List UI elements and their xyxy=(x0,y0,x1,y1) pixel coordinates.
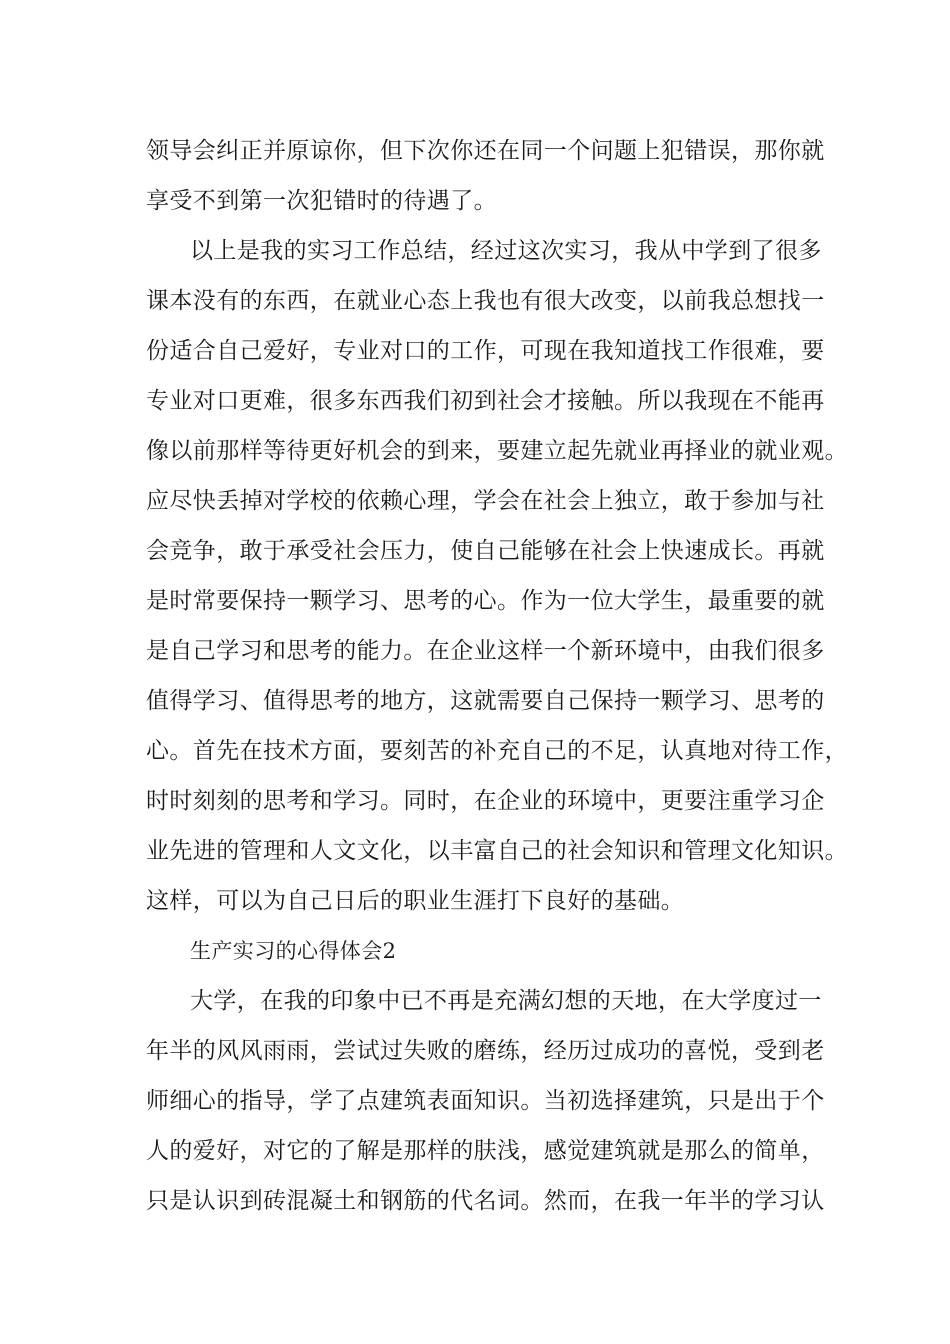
text-line: 人的爱好，对它的了解是那样的肤浅，感觉建筑就是那么的简单， xyxy=(146,1138,825,1164)
text-line: 年半的风风雨雨，尝试过失败的磨练，经历过成功的喜悦，受到老 xyxy=(146,1038,825,1064)
text-line: 是自己学习和思考的能力。在企业这样一个新环境中，由我们很多 xyxy=(146,638,825,664)
text-line: 时时刻刻的思考和学习。同时，在企业的环境中，更要注重学习企 xyxy=(146,788,825,814)
text-line: 专业对口更难，很多东西我们初到社会才接触。所以我现在不能再 xyxy=(146,388,825,414)
text-line: 领导会纠正并原谅你，但下次你还在同一个问题上犯错误，那你就 xyxy=(146,138,825,164)
section-heading: 生产实习的心得体会2 xyxy=(190,939,397,963)
text-line: 值得学习、值得思考的地方，这就需要自己保持一颗学习、思考的 xyxy=(146,688,825,714)
text-line: 课本没有的东西，在就业心态上我也有很大改变，以前我总想找一 xyxy=(146,288,825,314)
text-line: 师细心的指导，学了点建筑表面知识。当初选择建筑，只是出于个 xyxy=(146,1088,825,1114)
text-line: 这样，可以为自己日后的职业生涯打下良好的基础。 xyxy=(146,888,685,914)
text-line: 会竞争，敢于承受社会压力，使自己能够在社会上快速成长。再就 xyxy=(146,538,825,564)
text-line: 只是认识到砖混凝土和钢筋的代名词。然而，在我一年半的学习认 xyxy=(146,1188,825,1214)
text-line: 应尽快丢掉对学校的依赖心理，学会在社会上独立，敢于参加与社 xyxy=(146,488,825,514)
text-line: 享受不到第一次犯错时的待遇了。 xyxy=(146,188,497,214)
paragraph-start-line: 大学，在我的印象中已不再是充满幻想的天地，在大学度过一 xyxy=(190,988,822,1014)
text-line: 业先进的管理和人文文化，以丰富自己的社会知识和管理文化知识。 xyxy=(146,838,848,864)
paragraph-start-line: 以上是我的实习工作总结，经过这次实习，我从中学到了很多 xyxy=(190,238,822,264)
text-line: 心。首先在技术方面，要刻苦的补充自己的不足，认真地对待工作， xyxy=(146,738,848,764)
text-line: 是时常要保持一颗学习、思考的心。作为一位大学生，最重要的就 xyxy=(146,588,825,614)
text-line: 像以前那样等待更好机会的到来，要建立起先就业再择业的就业观。 xyxy=(146,438,848,464)
text-line: 份适合自己爱好，专业对口的工作，可现在我知道找工作很难，要 xyxy=(146,338,825,364)
